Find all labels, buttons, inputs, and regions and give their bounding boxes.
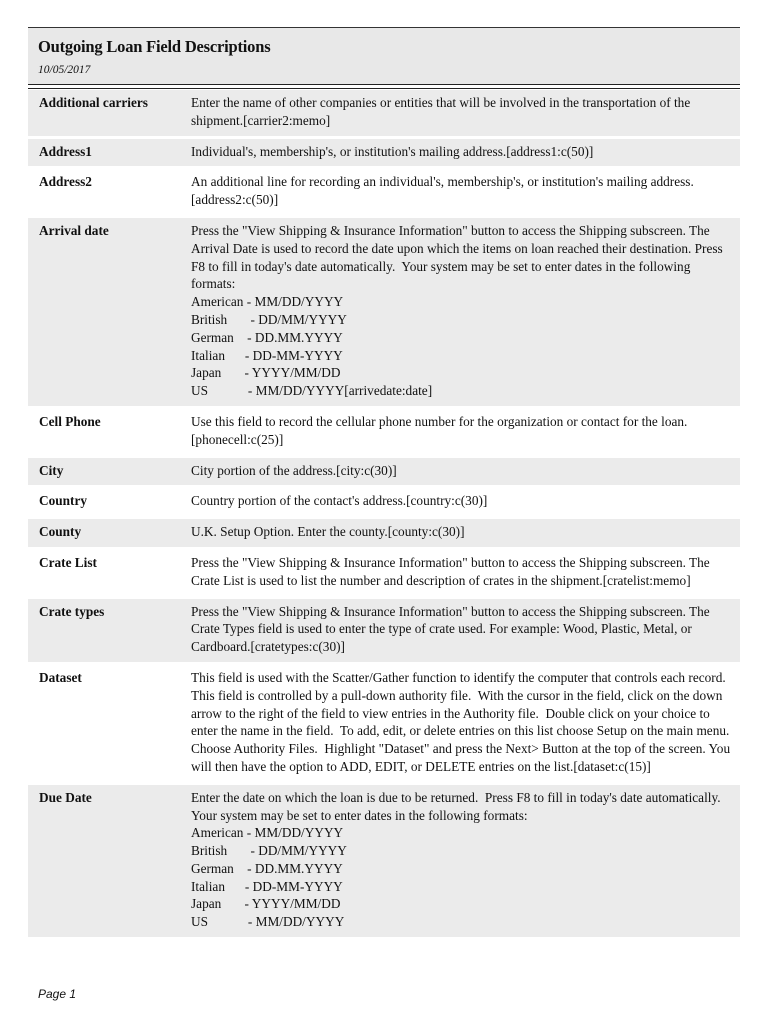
field-name: Cell Phone: [39, 413, 101, 429]
field-description: Press the "View Shipping & Insurance Information" button to access the Shipping subscreen. The Arrival Date is used to record the date upon which the items on loan reached their destination. Press F8 to fill in today's date automatically. Your system may be set to enter dates in the following formats: American - MM/DD/YYYY British - DD/MM/YYYY German - DD.MM.YYYY Italian - DD-MM-YYYY Japan - YYYY/MM/DD US - MM/DD/YYYY[arrivedate:date]: [191, 222, 723, 399]
field-description: Press the "View Shipping & Insurance Information" button to access the Shipping subscreen. The Crate Types field is used to enter the type of crate used. For example: Wood, Plastic, Metal, or Cardboard.[cratetypes:c(30)]: [191, 603, 714, 655]
document-date: 10/05/2017: [38, 64, 91, 76]
field-description: Country portion of the contact's address.[country:c(30)]: [191, 493, 488, 509]
field-name: Arrival date: [39, 222, 109, 238]
list-item: [28, 409, 740, 455]
page-number: Page 1: [38, 987, 77, 1001]
field-name: County: [39, 524, 82, 540]
field-name: Additional carriers: [39, 95, 148, 110]
field-name: Address2: [39, 174, 92, 190]
document-header: [28, 27, 740, 84]
field-name: Due Date: [39, 789, 92, 805]
list-item: [28, 785, 740, 937]
field-description: U.K. Setup Option. Enter the county.[county:c(30)]: [191, 524, 465, 540]
field-description: This field is used with the Scatter/Gather function to identify the computer that controls each record. This field is controlled by a pull-down authority file. With the cursor in the field, click on the down arrow to the right of the field to view entries in the Authority file. Double click on your choice to enter the name in the field. To add, edit, or delete entries on this list choose Setup on the main menu. Choose Authority Files. Highlight "Dataset" and press the Next> Button at the top of the screen. You will then have the option to ADD, EDIT, or DELETE entries on the list.[dataset:c(15)]: [191, 669, 736, 774]
list-item: [28, 169, 740, 215]
field-name: Dataset: [39, 669, 82, 685]
list-item: [28, 599, 740, 662]
field-description: Use this field to record the cellular phone number for the organization or contact for the loan.[phonecell:c(25)]: [191, 413, 688, 447]
field-name: Crate types: [39, 603, 105, 619]
field-description: Enter the date on which the loan is due to be returned. Press F8 to fill in today's date automatically. Your system may be set to enter dates in the following formats: American - MM/DD/YYYY British - DD/MM/YYYY German - DD.MM.YYYY Italian - DD-MM-YYYY Japan - YYYY/MM/DD US - MM/DD/YYYY: [191, 789, 721, 930]
list-item: [28, 139, 740, 167]
document-title: Outgoing Loan Field Descriptions: [38, 37, 271, 56]
field-description: City portion of the address.[city:c(30)]: [191, 462, 397, 478]
field-description: Individual's, membership's, or institution's mailing address.[address1:c(50)]: [191, 143, 594, 159]
field-description: Press the "View Shipping & Insurance Information" button to access the Shipping subscreen. The Crate List is used to list the number and description of crates in the shipment.[cratelist:memo]: [191, 554, 714, 588]
list-item: [28, 90, 740, 136]
list-item: [28, 665, 740, 782]
field-name: Address1: [39, 143, 92, 159]
header-divider-bottom: [28, 88, 740, 89]
field-name: Crate List: [39, 554, 97, 570]
list-item: [28, 218, 740, 406]
field-description: An additional line for recording an individual's, membership's, or institution's mailing address.[address2:c(50)]: [191, 174, 694, 208]
field-description-list: [28, 90, 740, 940]
list-item: [28, 519, 740, 547]
list-item: [28, 488, 740, 516]
list-item: [28, 458, 740, 486]
field-description: Enter the name of other companies or entities that will be involved in the transportation of the shipment.[carrier2:memo]: [191, 95, 694, 128]
field-name: Country: [39, 493, 88, 509]
header-divider-top: [28, 84, 740, 85]
list-item: [28, 550, 740, 596]
field-name: City: [39, 462, 64, 478]
